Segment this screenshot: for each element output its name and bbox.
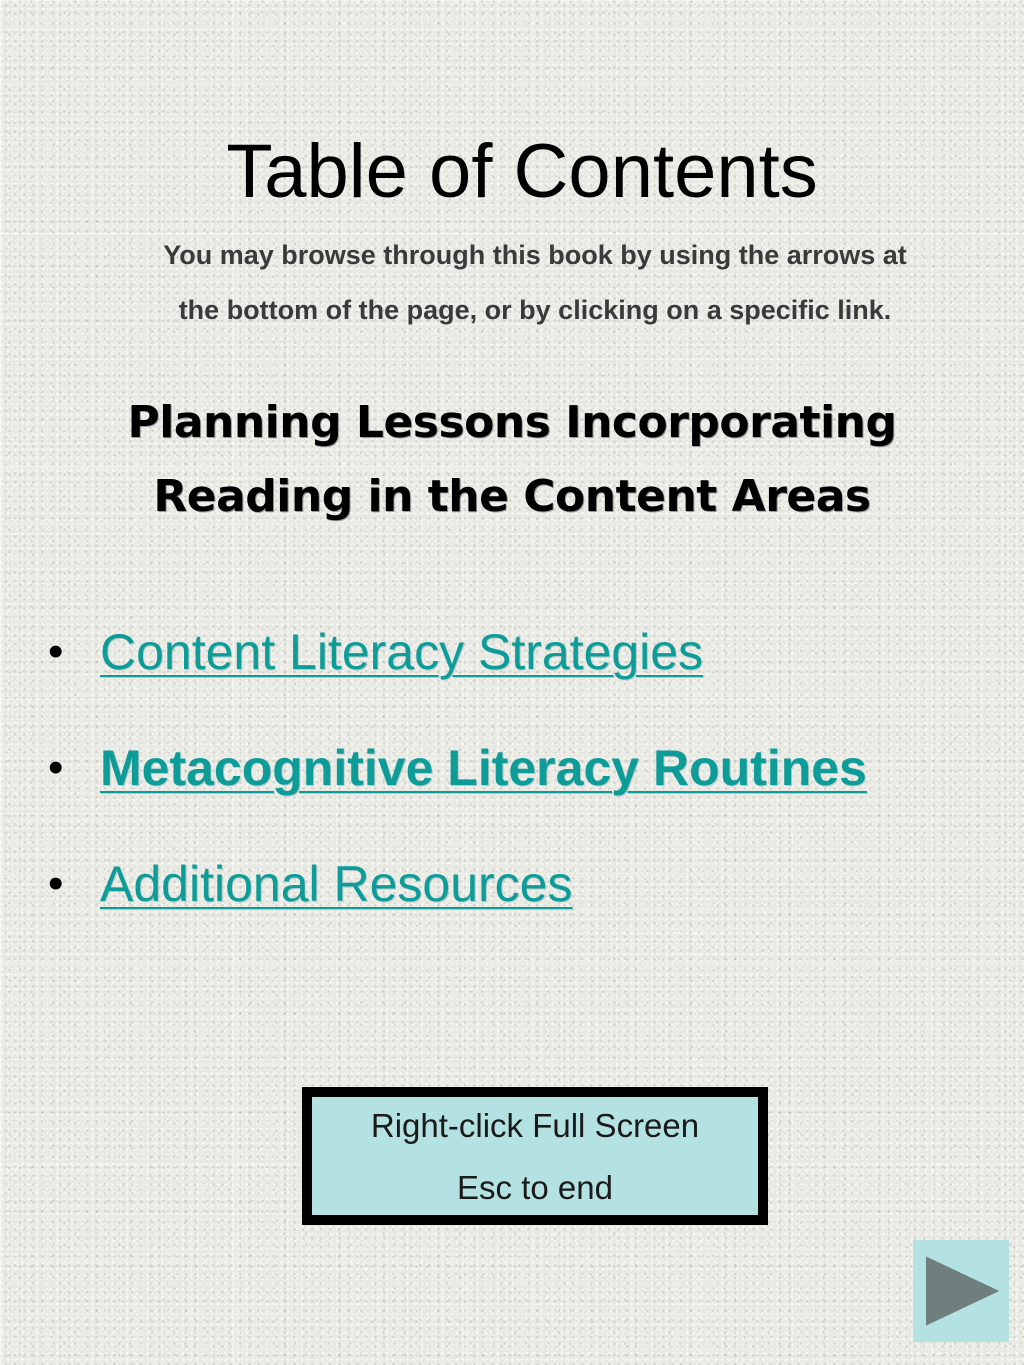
bullet: • — [48, 859, 64, 908]
notice-line-2: Esc to end — [457, 1169, 613, 1206]
next-page-button[interactable] — [913, 1240, 1009, 1342]
metacognitive-literacy-routines-link[interactable]: Metacognitive Literacy Routines — [100, 740, 867, 796]
book-subtitle — [0, 386, 1024, 534]
contents-link-list — [48, 612, 867, 960]
bullet: • — [48, 743, 64, 792]
subtitle-line-2: Reading in the Content Areas — [153, 471, 871, 522]
notice-line-1: Right-click Full Screen — [370, 1107, 700, 1144]
instructions-line-2: the bottom of the page, or by clicking on a specific link. — [178, 295, 892, 325]
page-title: Table of Contents — [226, 129, 818, 214]
play-arrow-icon — [925, 1256, 999, 1326]
list-item — [48, 728, 867, 844]
subtitle-line-1: Planning Lessons Incorporating — [127, 397, 897, 448]
instructions-line-1: You may browse through this book by using the arrows at — [163, 240, 907, 270]
fullscreen-notice-box — [302, 1087, 768, 1225]
bullet: • — [48, 627, 64, 676]
additional-resources-link[interactable]: Additional Resources — [100, 856, 573, 912]
list-item — [48, 612, 867, 728]
content-literacy-strategies-link[interactable]: Content Literacy Strategies — [100, 624, 704, 680]
list-item — [48, 844, 867, 960]
instructions-text — [100, 228, 970, 338]
